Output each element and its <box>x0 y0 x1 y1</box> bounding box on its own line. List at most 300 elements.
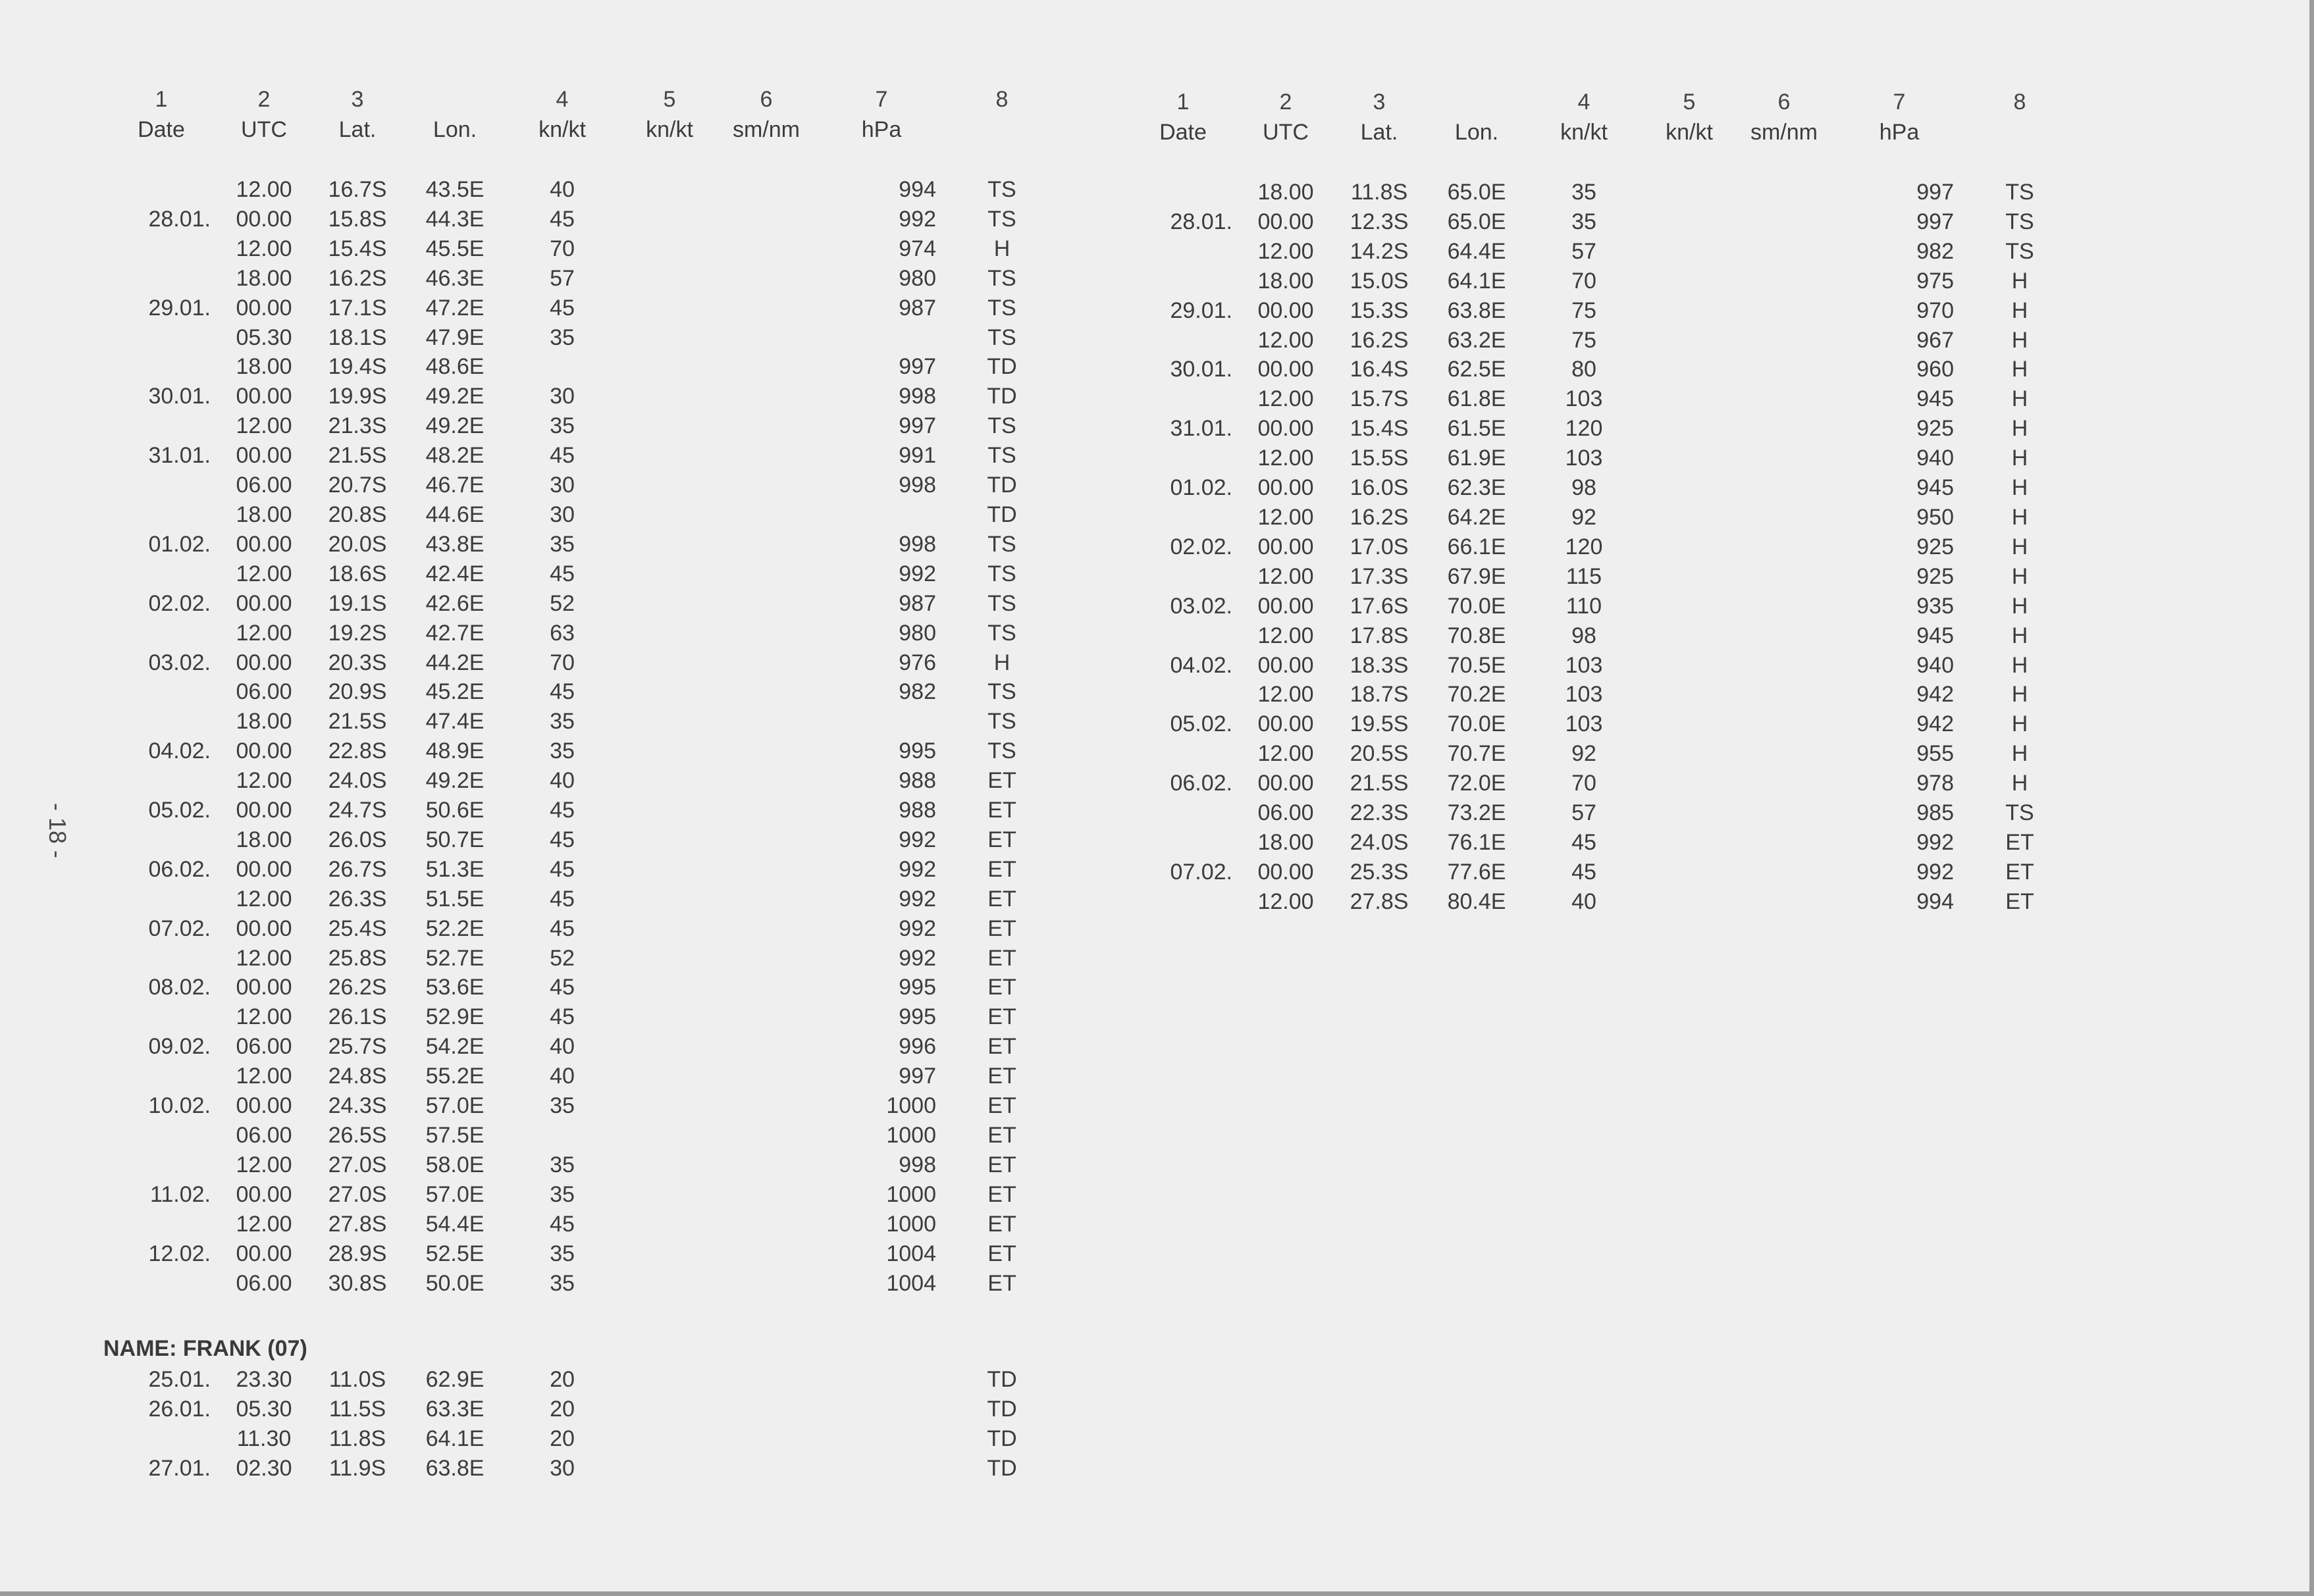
status-cell: TD <box>987 1426 1017 1451</box>
table-row <box>112 1150 1055 1180</box>
pressure-hpa-cell: 988 <box>899 768 936 794</box>
lon-cell: 62.3E <box>1447 475 1506 501</box>
pressure-hpa-cell: 935 <box>1916 593 1954 619</box>
lat-cell: 26.0S <box>328 827 387 852</box>
lon-cell: 48.2E <box>425 443 485 469</box>
radius-nm-cell <box>1737 473 1831 503</box>
pressure-hpa-cell: 992 <box>899 206 936 232</box>
radius-nm-cell <box>719 1454 814 1483</box>
gust-kt-cell <box>1642 858 1737 887</box>
status-cell: H <box>993 236 1011 261</box>
lon-cell: 42.7E <box>425 620 485 646</box>
lat-cell: 20.3S <box>328 650 387 675</box>
pressure-hpa-cell: 1004 <box>886 1241 936 1266</box>
radius-nm-cell <box>719 500 814 530</box>
status-cell: TD <box>987 384 1017 409</box>
radius-nm-cell <box>719 973 814 1002</box>
col-number: 3 <box>351 87 364 112</box>
status-cell: ET <box>987 1270 1016 1296</box>
radius-nm-cell <box>719 530 814 559</box>
date-cell <box>112 559 219 589</box>
lon-cell: 63.2E <box>1447 327 1506 353</box>
wind-kt-cell: 40 <box>1571 888 1596 914</box>
table-row <box>112 471 1055 500</box>
track-rows <box>1134 178 2072 917</box>
lat-cell: 16.0S <box>1350 475 1409 501</box>
radius-nm-cell <box>719 352 814 382</box>
pressure-hpa-cell: 982 <box>899 679 936 705</box>
gust-kt-cell <box>620 530 719 559</box>
radius-nm-cell <box>719 205 814 234</box>
date-cell: 10.02. <box>148 1093 211 1119</box>
table-row <box>1134 503 2072 532</box>
col-number: 6 <box>1777 90 1791 115</box>
radius-nm-cell <box>719 471 814 500</box>
status-cell: H <box>2011 268 2028 294</box>
lon-cell: 50.0E <box>425 1270 485 1296</box>
lon-cell: 61.5E <box>1447 416 1506 442</box>
gust-kt-cell <box>620 677 719 707</box>
lat-cell: 16.4S <box>1350 357 1409 382</box>
lat-cell: 26.5S <box>328 1123 387 1148</box>
lon-cell: 77.6E <box>1447 859 1506 885</box>
utc-cell: 06.00 <box>1257 800 1314 826</box>
lon-cell: 52.2E <box>425 915 485 941</box>
col-number: 5 <box>663 87 676 112</box>
radius-nm-cell <box>1737 237 1831 267</box>
utc-cell: 18.00 <box>236 265 292 291</box>
pressure-hpa-cell: 992 <box>1916 829 1954 855</box>
gust-kt-cell <box>1642 798 1737 828</box>
utc-cell: 18.00 <box>236 709 292 734</box>
pressure-hpa-cell: 997 <box>1916 209 1954 234</box>
utc-cell: 00.00 <box>236 650 292 675</box>
wind-kt-cell: 70 <box>550 650 575 675</box>
radius-nm-cell <box>1737 562 1831 592</box>
wind-kt-cell: 57 <box>1571 800 1596 826</box>
date-cell: 28.01. <box>1170 209 1232 234</box>
pressure-hpa-cell: 987 <box>899 590 936 616</box>
lat-cell: 15.4S <box>328 236 387 261</box>
lat-cell: 19.5S <box>1350 711 1409 737</box>
lon-cell: 63.8E <box>1447 297 1506 323</box>
gust-kt-cell <box>1642 444 1737 473</box>
utc-cell: 12.00 <box>236 1152 292 1177</box>
utc-cell: 00.00 <box>236 384 292 409</box>
lat-cell: 20.7S <box>328 473 387 498</box>
table-row <box>112 796 1055 825</box>
lat-cell: 18.7S <box>1350 682 1409 708</box>
radius-nm-cell <box>719 1091 814 1121</box>
gust-kt-cell <box>620 944 719 973</box>
lon-cell: 70.2E <box>1447 682 1506 708</box>
status-cell: ET <box>987 1004 1016 1030</box>
date-cell <box>112 471 219 500</box>
gust-kt-cell <box>620 471 719 500</box>
date-cell: 28.01. <box>148 206 211 232</box>
radius-nm-cell <box>719 1180 814 1210</box>
radius-nm-cell <box>719 914 814 944</box>
pressure-hpa-cell: 974 <box>899 236 936 261</box>
radius-nm-cell <box>1737 207 1831 237</box>
pressure-hpa-cell: 1000 <box>886 1093 936 1119</box>
pressure-hpa-cell: 960 <box>1916 357 1954 382</box>
col-label: Date <box>138 117 185 142</box>
pressure-hpa-cell: 987 <box>899 295 936 321</box>
wind-kt-cell: 103 <box>1565 446 1603 471</box>
lat-cell: 22.3S <box>1350 800 1409 826</box>
table-row <box>1134 267 2072 296</box>
wind-kt-cell: 103 <box>1565 682 1603 708</box>
pressure-hpa-cell: 975 <box>1916 268 1954 294</box>
wind-kt-cell: 30 <box>550 502 575 527</box>
utc-cell: 12.00 <box>236 620 292 646</box>
gust-kt-cell <box>1642 503 1737 532</box>
lat-cell: 17.6S <box>1350 593 1409 619</box>
gust-kt-cell <box>1642 651 1737 681</box>
lon-cell: 46.7E <box>425 473 485 498</box>
col-number: 6 <box>760 87 773 112</box>
gust-kt-cell <box>1642 237 1737 267</box>
col-label: Lat. <box>1360 120 1398 145</box>
utc-cell: 12.00 <box>236 177 292 202</box>
lat-cell: 16.2S <box>328 265 387 291</box>
utc-cell: 06.00 <box>236 1270 292 1296</box>
table-row <box>112 914 1055 944</box>
radius-nm-cell <box>719 1239 814 1269</box>
radius-nm-cell <box>1737 414 1831 444</box>
date-cell: 07.02. <box>1170 859 1232 885</box>
lon-cell: 49.2E <box>425 384 485 409</box>
lat-cell: 24.8S <box>328 1064 387 1089</box>
status-cell: H <box>2011 534 2028 559</box>
status-cell: H <box>2011 297 2028 323</box>
lon-cell: 65.0E <box>1447 180 1506 205</box>
pressure-hpa-cell: 945 <box>1916 386 1954 412</box>
date-cell: 30.01. <box>1170 357 1232 382</box>
gust-kt-cell <box>1642 178 1737 207</box>
radius-nm-cell <box>719 825 814 855</box>
table-row <box>112 825 1055 855</box>
lat-cell: 27.8S <box>1350 888 1409 914</box>
col-label <box>949 115 1055 145</box>
gust-kt-cell <box>1642 296 1737 326</box>
gust-kt-cell <box>1642 680 1737 709</box>
lon-cell: 44.3E <box>425 206 485 232</box>
pressure-hpa-cell: 942 <box>1916 711 1954 737</box>
col-label: hPa <box>1879 120 1920 145</box>
gust-kt-cell <box>620 1395 719 1424</box>
wind-kt-cell: 92 <box>1571 504 1596 530</box>
wind-kt-cell: 35 <box>1571 180 1596 205</box>
date-cell: 06.02. <box>148 856 211 882</box>
pressure-hpa-cell: 992 <box>899 827 936 852</box>
radius-nm-cell <box>719 1002 814 1032</box>
gust-kt-cell <box>1642 828 1737 858</box>
wind-kt-cell: 45 <box>550 679 575 705</box>
wind-kt-cell: 35 <box>550 531 575 557</box>
lat-cell: 15.8S <box>328 206 387 232</box>
table-row <box>112 500 1055 530</box>
gust-kt-cell <box>620 294 719 323</box>
date-cell <box>1134 828 1240 858</box>
gust-kt-cell <box>1642 709 1737 739</box>
wind-kt-cell: 30 <box>550 1455 575 1481</box>
lat-cell: 15.0S <box>1350 268 1409 294</box>
pressure-hpa-cell: 991 <box>899 443 936 469</box>
status-cell: H <box>2011 593 2028 619</box>
wind-kt-cell: 45 <box>550 975 575 1000</box>
col-label: Lat. <box>338 117 377 142</box>
table-row <box>1134 296 2072 326</box>
table-row <box>1134 887 2072 917</box>
pressure-hpa-cell: 997 <box>899 354 936 380</box>
radius-nm-cell <box>1737 267 1831 296</box>
wind-kt-cell: 75 <box>1571 297 1596 323</box>
table-row <box>1134 178 2072 207</box>
radius-nm-cell <box>719 382 814 411</box>
pressure-hpa-cell: 1000 <box>886 1211 936 1237</box>
wind-kt-cell: 20 <box>550 1426 575 1451</box>
gust-kt-cell <box>1642 887 1737 917</box>
lat-cell: 21.5S <box>328 443 387 469</box>
date-cell <box>1134 680 1240 709</box>
date-cell: 31.01. <box>1170 416 1232 442</box>
wind-kt-cell: 45 <box>550 561 575 586</box>
lon-cell: 73.2E <box>1447 800 1506 826</box>
status-cell: TS <box>987 738 1016 764</box>
lat-cell: 11.8S <box>1350 180 1408 205</box>
pressure-hpa-cell: 978 <box>1916 771 1954 796</box>
date-cell <box>1134 444 1240 473</box>
radius-nm-cell <box>719 1269 814 1299</box>
table-row <box>112 1365 1055 1395</box>
gust-kt-cell <box>620 766 719 796</box>
status-cell: H <box>993 650 1011 675</box>
lat-cell: 25.4S <box>328 915 387 941</box>
status-cell: H <box>2011 771 2028 796</box>
lon-cell: 42.6E <box>425 590 485 616</box>
lon-cell: 80.4E <box>1447 888 1506 914</box>
radius-nm-cell <box>1737 503 1831 532</box>
column-label-row <box>112 115 1055 145</box>
date-cell: 26.01. <box>148 1396 211 1422</box>
lat-cell: 27.8S <box>328 1211 387 1237</box>
gust-kt-cell <box>620 1091 719 1121</box>
status-cell: TS <box>2005 209 2034 234</box>
wind-kt-cell: 110 <box>1565 593 1602 619</box>
table-row <box>1134 621 2072 651</box>
col-number: 4 <box>1577 90 1591 115</box>
radius-nm-cell <box>1737 709 1831 739</box>
date-cell: 05.02. <box>148 798 211 823</box>
table-row <box>1134 828 2072 858</box>
wind-kt-cell: 80 <box>1571 357 1596 382</box>
radius-nm-cell <box>1737 384 1831 414</box>
column-label-row <box>1134 117 2072 147</box>
lat-cell: 26.3S <box>328 886 387 912</box>
table-row <box>112 944 1055 973</box>
gust-kt-cell <box>620 1121 719 1150</box>
lat-cell: 26.1S <box>328 1004 387 1030</box>
date-cell <box>1134 503 1240 532</box>
date-cell <box>112 352 219 382</box>
pressure-hpa-cell: 998 <box>899 531 936 557</box>
col-label: kn/kt <box>1666 120 1713 145</box>
utc-cell: 12.00 <box>1257 504 1314 530</box>
lon-cell: 48.9E <box>425 738 485 764</box>
utc-cell: 00.00 <box>1257 711 1314 737</box>
pressure-hpa-cell <box>814 707 949 736</box>
lat-cell: 11.5S <box>329 1396 386 1422</box>
date-cell <box>112 411 219 441</box>
table-row <box>1134 384 2072 414</box>
utc-cell: 00.00 <box>1257 357 1314 382</box>
table-row <box>112 619 1055 648</box>
table-row <box>112 766 1055 796</box>
col-number: 2 <box>257 87 271 112</box>
status-cell: TS <box>987 324 1016 350</box>
date-cell <box>112 885 219 914</box>
date-cell <box>112 619 219 648</box>
lon-cell: 43.5E <box>425 177 485 202</box>
status-cell: TS <box>987 177 1016 202</box>
pressure-hpa-cell: 1000 <box>886 1123 936 1148</box>
radius-nm-cell <box>719 677 814 707</box>
status-cell: H <box>2011 741 2028 767</box>
pressure-hpa-cell: 980 <box>899 620 936 646</box>
table-row <box>1134 798 2072 828</box>
utc-cell: 00.00 <box>236 798 292 823</box>
table-row <box>112 1395 1055 1424</box>
lat-cell: 12.3S <box>1350 209 1409 234</box>
date-cell <box>112 677 219 707</box>
date-cell <box>112 323 219 353</box>
pressure-hpa-cell: 925 <box>1916 416 1954 442</box>
pressure-hpa-cell: 992 <box>899 886 936 912</box>
utc-cell: 12.00 <box>1257 238 1314 264</box>
utc-cell: 18.00 <box>236 827 292 852</box>
status-cell: H <box>2011 386 2028 412</box>
wind-kt-cell: 70 <box>1571 268 1596 294</box>
table-row <box>112 589 1055 619</box>
date-cell <box>1134 178 1240 207</box>
col-label: kn/kt <box>1560 120 1608 145</box>
lon-cell: 70.5E <box>1447 652 1506 678</box>
utc-cell: 12.00 <box>236 1064 292 1089</box>
radius-nm-cell <box>719 411 814 441</box>
gust-kt-cell <box>620 441 719 471</box>
wind-kt-cell <box>504 352 620 382</box>
lat-cell: 26.7S <box>328 856 387 882</box>
lon-cell: 63.3E <box>425 1396 485 1422</box>
date-cell: 01.02. <box>1170 475 1232 501</box>
table-row <box>1134 237 2072 267</box>
lon-cell: 64.2E <box>1447 504 1506 530</box>
utc-cell: 00.00 <box>236 1241 292 1266</box>
col-label: kn/kt <box>646 117 693 142</box>
date-cell <box>112 175 219 205</box>
status-cell: TS <box>987 561 1016 586</box>
status-cell: TS <box>987 531 1016 557</box>
table-row <box>1134 414 2072 444</box>
gust-kt-cell <box>1642 532 1737 562</box>
wind-kt-cell: 35 <box>550 1241 575 1266</box>
utc-cell: 06.00 <box>236 1123 292 1148</box>
track-table-left <box>112 84 1055 1298</box>
date-cell <box>112 707 219 736</box>
status-cell: ET <box>987 1152 1016 1177</box>
status-cell: H <box>2011 682 2028 708</box>
date-cell <box>1134 267 1240 296</box>
pressure-hpa-cell: 940 <box>1916 446 1954 471</box>
table-row <box>112 205 1055 234</box>
lon-cell: 47.2E <box>425 295 485 321</box>
pressure-hpa-cell: 992 <box>899 945 936 971</box>
status-cell: ET <box>987 798 1016 823</box>
status-cell: TS <box>2005 238 2034 264</box>
table-row <box>112 677 1055 707</box>
date-cell <box>112 264 219 294</box>
wind-kt-cell: 40 <box>550 1034 575 1060</box>
date-cell: 12.02. <box>148 1241 211 1266</box>
pressure-hpa-cell: 925 <box>1916 563 1954 589</box>
utc-cell: 12.00 <box>1257 327 1314 353</box>
utc-cell: 00.00 <box>236 295 292 321</box>
table-row <box>1134 858 2072 887</box>
radius-nm-cell <box>719 1365 814 1395</box>
utc-cell: 05.30 <box>236 324 292 350</box>
utc-cell: 12.00 <box>236 236 292 261</box>
pressure-hpa-cell: 976 <box>899 650 936 675</box>
gust-kt-cell <box>620 1239 719 1269</box>
wind-kt-cell: 103 <box>1565 711 1603 737</box>
pressure-hpa-cell <box>814 1365 949 1395</box>
gust-kt-cell <box>620 1210 719 1239</box>
pressure-hpa-cell: 950 <box>1916 504 1954 530</box>
pressure-hpa-cell: 985 <box>1916 800 1954 826</box>
gust-kt-cell <box>620 205 719 234</box>
utc-cell: 00.00 <box>236 738 292 764</box>
table-row <box>112 1062 1055 1091</box>
table-row <box>112 1454 1055 1483</box>
lon-cell: 50.6E <box>425 798 485 823</box>
lon-cell: 65.0E <box>1447 209 1506 234</box>
lon-cell: 50.7E <box>425 827 485 852</box>
lat-cell: 20.9S <box>328 679 387 705</box>
utc-cell: 12.00 <box>1257 446 1314 471</box>
radius-nm-cell <box>1737 178 1831 207</box>
wind-kt-cell: 40 <box>550 1064 575 1089</box>
date-cell <box>1134 326 1240 355</box>
table-row <box>112 264 1055 294</box>
lat-cell: 27.0S <box>328 1152 387 1177</box>
table-row <box>1134 532 2072 562</box>
wind-kt-cell: 70 <box>1571 771 1596 796</box>
status-cell: TD <box>987 1455 1017 1481</box>
gust-kt-cell <box>1642 562 1737 592</box>
lon-cell: 52.7E <box>425 945 485 971</box>
status-cell: ET <box>2005 859 2034 885</box>
table-row <box>112 1180 1055 1210</box>
gust-kt-cell <box>620 323 719 353</box>
gust-kt-cell <box>1642 355 1737 384</box>
lon-cell: 44.6E <box>425 502 485 527</box>
wind-kt-cell: 45 <box>550 915 575 941</box>
lat-cell: 27.0S <box>328 1181 387 1207</box>
utc-cell: 12.00 <box>1257 386 1314 412</box>
utc-cell: 18.00 <box>236 354 292 380</box>
